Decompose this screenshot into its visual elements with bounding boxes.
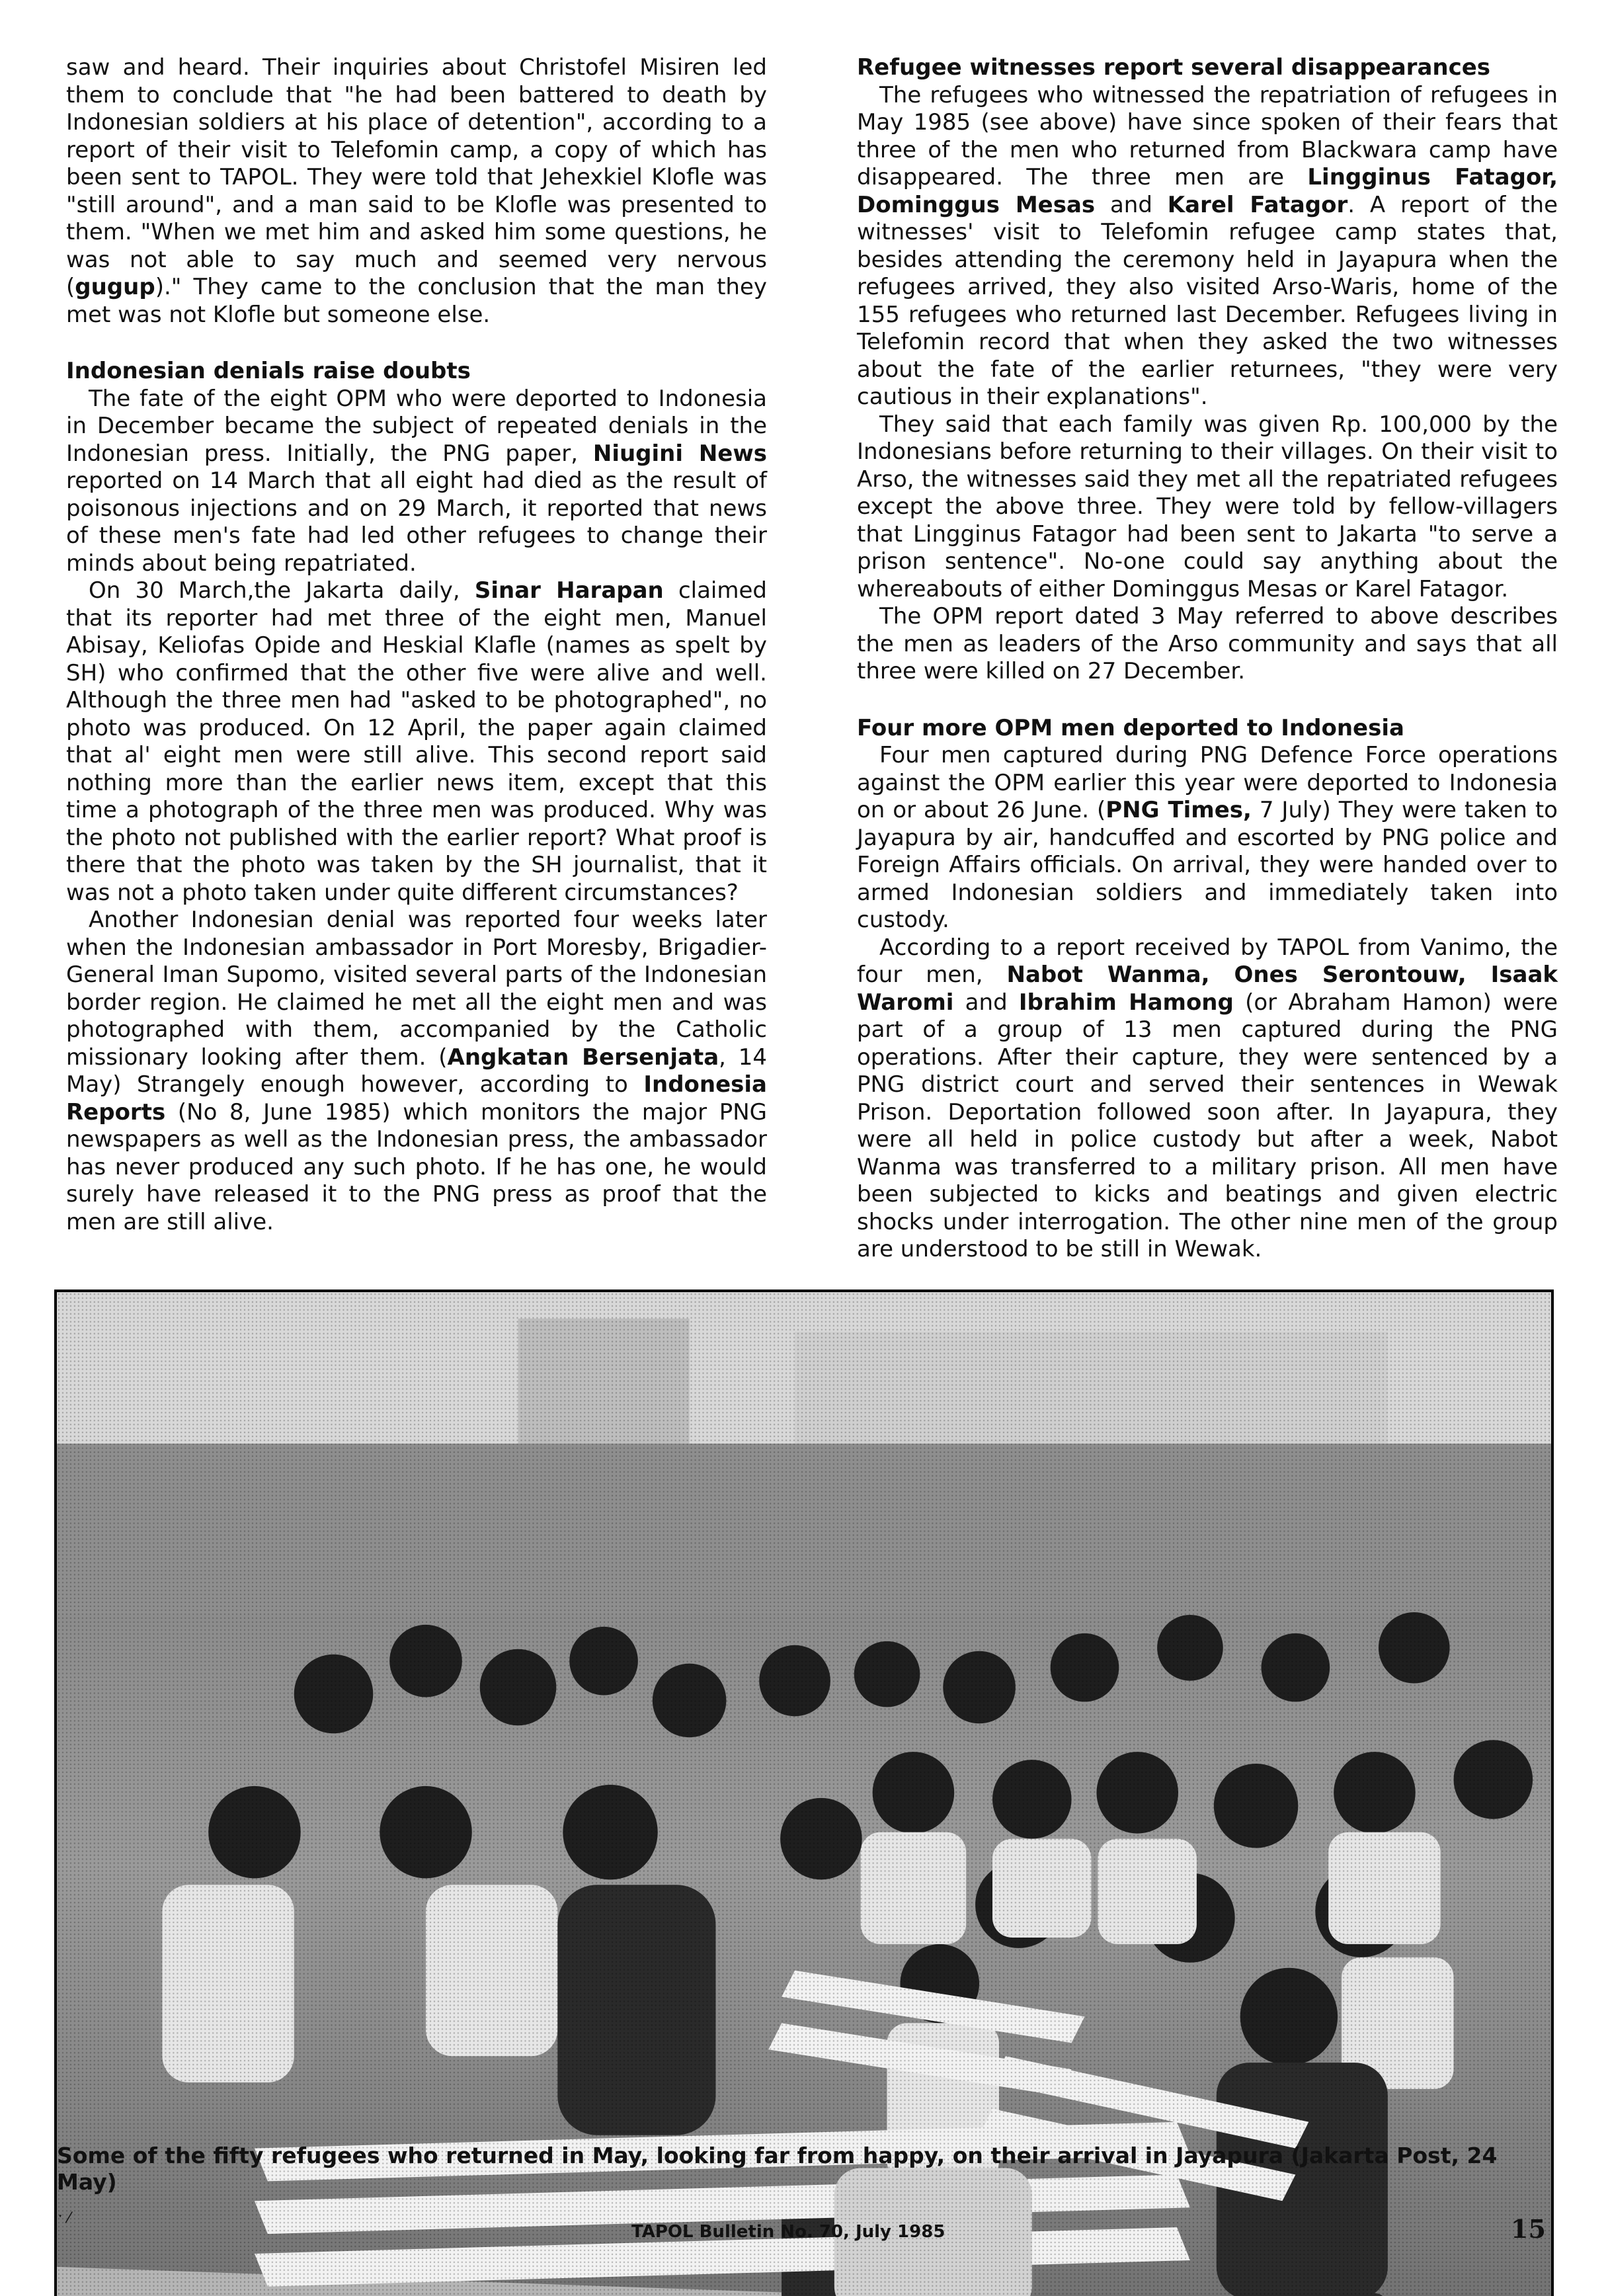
- section-heading-disappearances: Refugee witnesses report several disappearances: [857, 54, 1491, 81]
- paragraph: The refugees who witnessed the repatriation of refugees in May 1985 (see above) have since spoken of their fears that three of the men who returned from Blackwara camp have disappeared. The three men are Lingginus Fatagor, Dominggus Mesas and Karel Fatagor. A report of the witnesses' visit to Telefomin refugee camp states that, besides attending the ceremony held in Jayapura when the refugees arrived, they also visited Arso-Waris, home of the 155 refugees who returned last December. Refugees living in Telefomin record that when they asked the two witnesses about the fate of the earlier returnees, "they were very cautious in their explanations".: [857, 81, 1558, 410]
- right-column: [857, 54, 1558, 1264]
- section-heading-deported: Four more OPM men deported to Indonesia: [857, 714, 1404, 741]
- paragraph: The OPM report dated 3 May referred to above describes the men as leaders of the Arso community and says that all three were killed on 27 December.: [857, 603, 1558, 684]
- photo-caption: Some of the fifty refugees who returned in May, looking far from happy, on their arrival in Jayapura (Jakarta Post, 24 May): [57, 2143, 1498, 2195]
- paragraph: The fate of the eight OPM who were deported to Indonesia in December became the subject of repeated denials in the Indonesian press. Initially, the PNG paper, Niugini News reported on 14 March that all eight had died as the result of poisonous injections and on 29 March, it reported that news of these men's fate had led other refugees to change their minds about being repatriated.: [66, 385, 767, 577]
- paragraph: They said that each family was given Rp. 100,000 by the Indonesians before returning to their villages. On their visit to Arso, the witnesses said they met all the repatriated refugees except the above three. They were told by fellow-villagers that Lingginus Fatagor had been sent to Jakarta "to serve a prison sentence". No-one could say anything about the whereabouts of either Dominggus Mesas or Karel Fatagor.: [857, 411, 1558, 602]
- paragraph: According to a report received by TAPOL from Vanimo, the four men, Nabot Wanma, Ones Serontouw, Isaak Waromi and Ibrahim Hamong (or Abraham Hamon) were part of a group of 13 men captured during the PNG operations. After their capture, they were sentenced by a PNG district court and served their sentences in Wewak Prison. Deportation followed soon after. In Jayapura, they were all held in police custody but after a week, Nabot Wanma was transferred to a military prison. All men have been subjected to kicks and beatings and given electric shocks under interrogation. The other nine men of the group are understood to be still in Wewak.: [857, 934, 1558, 1262]
- paragraph: On 30 March,the Jakarta daily, Sinar Harapan claimed that its reporter had met three of the eight men, Manuel Abisay, Keliofas Opide and Heskial Klafle (names as spelt by SH) who confirmed that the other five were alive and well. Although the three men had "asked to be photographed", no photo was produced. On 12 April, the paper again claimed that al' eight men were still alive. This second report said nothing more than the earlier news item, except that this time a photograph of the three men was produced. Why was the photo not published with the earlier report? What proof is there that the photo was taken by the SH journalist, that it was not a photo taken under quite different circumstances?: [66, 577, 767, 906]
- left-column: [66, 54, 767, 1236]
- intro-paragraph: saw and heard. Their inquiries about Christofel Misiren led them to conclude that "he had been battered to death by Indonesian soldiers at his place of detention", according to a report of their visit to Telefomin camp, a copy of which has been sent to TAPOL. They were told that Jehexkiel Klofle was "still around", and a man said to be Klofle was presented to them. "When we met him and asked him some questions, he was not able to say much and seemed very nervous (gugup)." They came to the conclusion that the man they met was not Klofle but someone else.: [66, 54, 767, 328]
- paragraph: Four men captured during PNG Defence Force operations against the OPM earlier this year were deported to Indonesia on or about 26 June. (PNG Times, 7 July) They were taken to Jayapura by air, handcuffed and escorted by PNG police and Foreign Affairs officials. On arrival, they were handed over to armed Indonesian soldiers and immediately taken into custody.: [857, 742, 1558, 933]
- paragraph: Another Indonesian denial was reported four weeks later when the Indonesian ambassador in Port Moresby, Brigadier-General Iman Supomo, visited several parts of the Indonesian border region. He claimed he met all the eight men and was photographed with them, accompanied by the Catholic missionary looking after them. (Angkatan Bersenjata, 14 May) Strangely enough however, according to Indonesia Reports (No 8, June 1985) which monitors the major PNG newspapers as well as the Indonesian press, the ambassador has never produced any such photo. If he has one, he would surely have released it to the PNG press as proof that the men are still alive.: [66, 907, 767, 1235]
- section-heading-denials: Indonesian denials raise doubts: [66, 358, 471, 384]
- publication-footer: TAPOL Bulletin No. 70, July 1985: [631, 2222, 945, 2242]
- margin-marks: ˑ ⁄: [58, 2210, 71, 2227]
- page-number: 15: [1511, 2214, 1546, 2244]
